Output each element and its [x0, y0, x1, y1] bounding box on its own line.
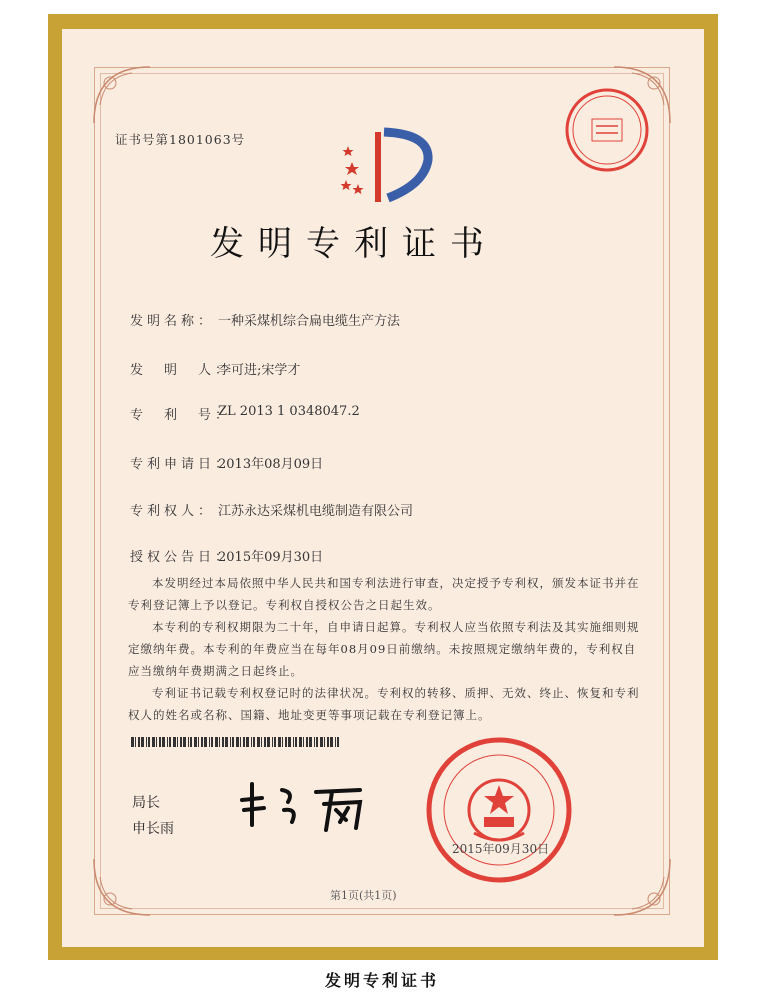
handwritten-signature — [232, 770, 372, 840]
certificate-title: 发明专利证书 — [210, 224, 498, 264]
field-label-patentee: 专利权人： — [130, 504, 216, 519]
paragraph-term: 本专利的专利权期限为二十年，自申请日起算。专利权人应当依照专利法及其实施细则规定缴纳年费。本专利的年费应当在每年08月09日前缴纳。未按照规定缴纳年费的，专利权自应当缴纳年费期满之日起终止。 — [128, 620, 640, 678]
corner-ornament-icon — [92, 65, 152, 125]
field-label-grant-date: 授权公告日： — [130, 550, 233, 565]
field-value-inventor: 李可进;宋学才 — [218, 363, 301, 378]
field-value-patent-number: ZL 2013 1 0348047.2 — [218, 404, 360, 419]
official-seal-icon — [424, 735, 574, 885]
paragraph-grant: 本发明经过本局依照中华人民共和国专利法进行审查，决定授予专利权，颁发本证书并在专利登记簿上予以登记。专利权自授权公告之日起生效。 — [128, 576, 640, 612]
field-label-filing-date: 专利申请日： — [130, 457, 233, 472]
image-caption: 发明专利证书 — [325, 971, 440, 990]
field-label-invention-name: 发明名称： — [130, 314, 216, 329]
field-label-patent-number: 专 利 号： — [130, 408, 233, 423]
field-label-inventor: 发 明 人： — [130, 363, 233, 378]
special-seal-icon — [562, 85, 652, 175]
page-number: 第1页(共1页) — [330, 889, 397, 902]
certificate-number: 证书号第1801063号 — [115, 132, 246, 147]
corner-ornament-icon — [612, 857, 672, 917]
field-value-patentee: 江苏永达采煤机电缆制造有限公司 — [218, 504, 414, 519]
corner-ornament-icon — [92, 857, 152, 917]
field-value-invention-name: 一种采煤机综合扁电缆生产方法 — [218, 314, 401, 329]
patent-office-logo-icon — [338, 122, 438, 212]
seal-date: 2015年09月30日 — [452, 842, 550, 856]
paragraph-legal-status: 专利证书记载专利权登记时的法律状况。专利权的转移、质押、无效、终止、恢复和专利权人的姓名或名称、国籍、地址变更等事项记载在专利登记簿上。 — [128, 686, 640, 722]
barcode-icon — [131, 737, 341, 747]
field-value-grant-date: 2015年09月30日 — [218, 550, 324, 565]
signature-role: 局长 — [132, 795, 160, 811]
field-value-filing-date: 2013年08月09日 — [218, 457, 324, 472]
signature-name: 申长雨 — [132, 821, 174, 837]
